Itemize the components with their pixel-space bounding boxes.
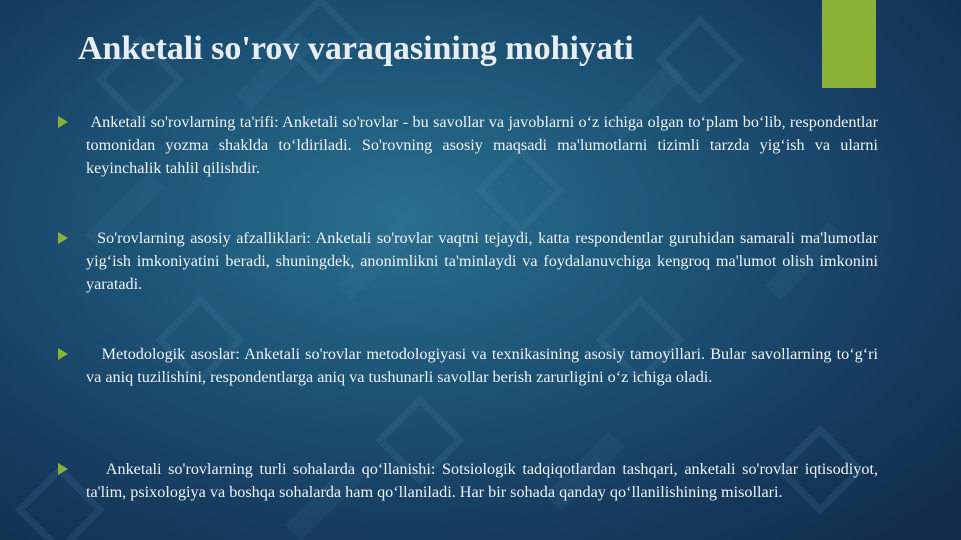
bullet-text: So'rovlarning asosiy afzalliklari: Anketali so'rovlar vaqtni tejaydi, katta respondentlar guruhidan samarali ma'lumotlar yig‘ish imkoniyatini beradi, shuningdek, anonimlikni ta'minlaydi va foydalanuvchiga kengroq ma'lumot olish imkonini yaratadi. <box>86 229 883 293</box>
bullet-text: Anketali so'rovlarning turli sohalarda qo‘llanishi: Sotsiologik tadqiqotlardan tashqari, anketali so'rovlar iqtisodiyot, ta'lim, psixologiya va boshqa sohalarda ham qo‘llaniladi. Har bir sohada qanday qo‘llanilishining misollari. <box>86 460 883 501</box>
bullet-text: Metodologik asoslar: Anketali so'rovlar metodologiyasi va texnikasining asosiy tamoyillari. Bular savollarning to‘g‘ri va aniq tuzilishini, respondentlarga aniq va tushunarli savollar berish zarurligini o‘z ichiga oladi. <box>86 345 883 386</box>
bullet-text: Anketali so'rovlarning ta'rifi: Anketali so'rovlar - bu savollar va javoblarni o‘z ichiga olgan to‘plam bo‘lib, respondentlar tomonidan yozma shaklda to‘ldiriladi. So'rovning asosiy maqsadi ma'lumotlarni tizimli tarzda yig‘ish va ularni keyinchalik tahlil qilishdir. <box>86 113 883 177</box>
triangle-right-icon <box>58 116 68 128</box>
accent-bar <box>822 0 876 88</box>
triangle-right-icon <box>58 348 68 360</box>
slide-title: Anketali so'rov varaqasining mohiyati <box>78 30 634 67</box>
triangle-right-icon <box>58 232 68 244</box>
triangle-right-icon <box>58 463 68 475</box>
